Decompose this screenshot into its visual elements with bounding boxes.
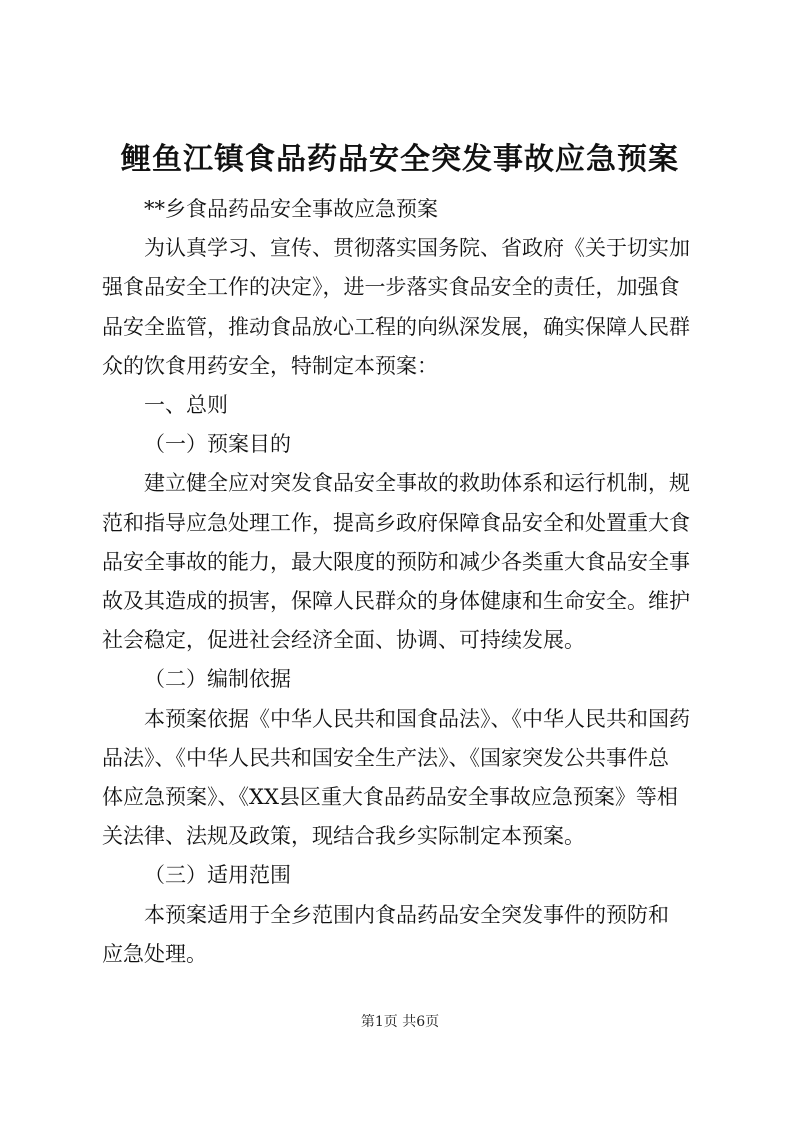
text-line: 体应急预案》、《XX县区重大食品药品安全事故应急预案》等相 (102, 785, 678, 810)
text-line: （二）编制依据 (144, 667, 291, 692)
document-body (102, 190, 702, 974)
text-line: 建立健全应对突发食品安全事故的救助体系和运行机制，规 (144, 471, 690, 496)
text-line: 一、总则 (144, 393, 228, 418)
section-heading-general (102, 386, 702, 425)
subsection-heading-scope (102, 856, 702, 895)
text-line: 范和指导应急处理工作，提高乡政府保障食品安全和处置重大食 (102, 510, 690, 535)
text-line: （一）预案目的 (144, 432, 291, 457)
subsection-heading-basis (102, 660, 702, 699)
text-line: 为认真学习、宣传、贯彻落实国务院、省政府《关于切实加 (144, 236, 690, 261)
paragraph-heading-sub (102, 190, 702, 229)
paragraph-purpose (102, 464, 702, 660)
paragraph-basis (102, 700, 702, 857)
text-line: 品安全监管，推动食品放心工程的向纵深发展，确实保障人民群 (102, 314, 690, 339)
document-title: 鲤鱼江镇食品药品安全突发事故应急预案 (121, 142, 679, 177)
text-line: 品法》、《中华人民共和国安全生产法》、《国家突发公共事件总 (102, 745, 669, 770)
text-line: 本预案依据《中华人民共和国食品法》、《中华人民共和国药 (144, 706, 690, 731)
page-number: 第1页 共6页 (360, 1014, 440, 1030)
text-line: 关法律、法规及政策，现结合我乡实际制定本预案。 (102, 824, 585, 849)
subsection-heading-purpose (102, 425, 702, 464)
text-line: 社会稳定，促进社会经济全面、协调、可持续发展。 (102, 628, 585, 653)
text-line: （三）适用范围 (144, 863, 291, 888)
text-line: 本预案适用于全乡范围内食品药品安全突发事件的预防和 (144, 902, 669, 927)
text-line: 众的饮食用药安全，特制定本预案： (102, 353, 438, 378)
paragraph-scope (102, 896, 702, 974)
text-line: 应急处理。 (102, 941, 207, 966)
text-line: **乡食品药品安全事故应急预案 (144, 197, 438, 221)
text-line: 强食品安全工作的决定》，进一步落实食品安全的责任，加强食 (102, 275, 680, 300)
text-line: 品安全事故的能力，最大限度的预防和减少各类重大食品安全事 (102, 549, 690, 574)
text-line: 故及其造成的损害，保障人民群众的身体健康和生命安全。维护 (102, 589, 690, 614)
paragraph-intro (102, 229, 702, 386)
